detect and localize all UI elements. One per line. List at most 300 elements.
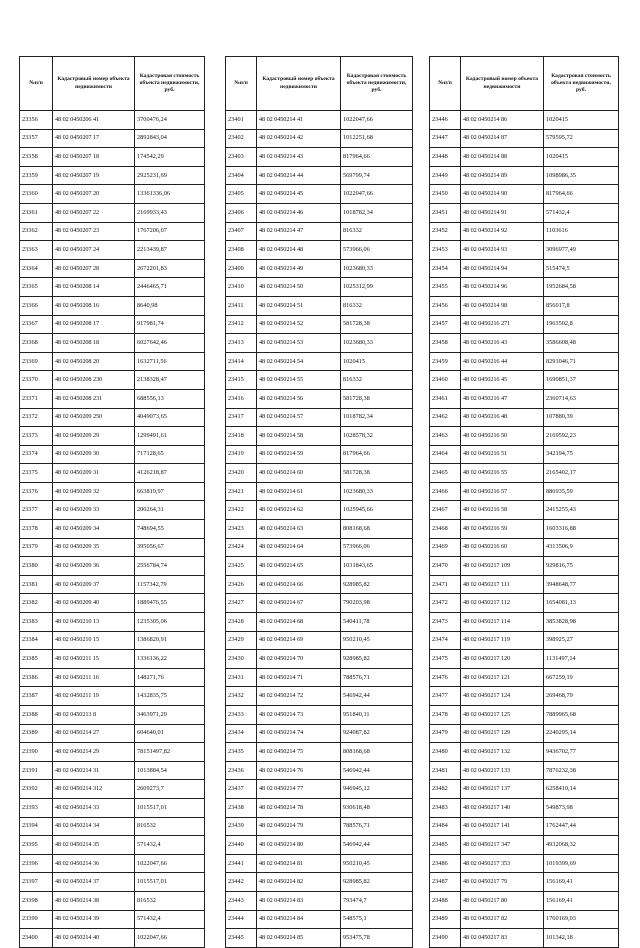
table-row bbox=[226, 129, 413, 148]
row-number: 23379 bbox=[20, 538, 53, 557]
cadastral-value: 1023680,33 bbox=[341, 259, 413, 278]
table-row bbox=[20, 650, 205, 669]
table-row bbox=[226, 817, 413, 836]
cadastral-value: 148271,76 bbox=[135, 668, 205, 687]
header-num: №п/п bbox=[226, 57, 257, 111]
row-number: 23371 bbox=[20, 389, 53, 408]
cadastral-number: 48 02 0450213 8 bbox=[53, 706, 135, 725]
row-number: 23478 bbox=[430, 706, 461, 725]
table-row bbox=[20, 166, 205, 185]
cadastral-value: 3853828,98 bbox=[544, 613, 619, 632]
cadastral-value: 3948648,77 bbox=[544, 575, 619, 594]
cadastral-value: 1019399,69 bbox=[544, 854, 619, 873]
table-row bbox=[226, 482, 413, 501]
cadastral-value: 1336136,22 bbox=[135, 650, 205, 669]
cadastral-number: 48 02 0450217 112 bbox=[461, 594, 544, 613]
cadastral-value: 817964,66 bbox=[341, 445, 413, 464]
table-row bbox=[430, 501, 619, 520]
cadastral-value: 8291046,71 bbox=[544, 352, 619, 371]
row-number: 23362 bbox=[20, 222, 53, 241]
table-header-row bbox=[430, 57, 619, 111]
row-number: 23435 bbox=[226, 743, 257, 762]
row-number: 23452 bbox=[430, 222, 461, 241]
row-number: 23363 bbox=[20, 241, 53, 260]
row-number: 23367 bbox=[20, 315, 53, 334]
cadastral-value: 7876232,38 bbox=[544, 761, 619, 780]
cadastral-number: 48 02 0450209 34 bbox=[53, 520, 135, 539]
cadastral-value: 2165402,17 bbox=[544, 464, 619, 483]
cadastral-value: 946945,12 bbox=[341, 780, 413, 799]
row-number: 23477 bbox=[430, 687, 461, 706]
cadastral-number: 48 02 0450214 94 bbox=[461, 259, 544, 278]
cadastral-number: 48 02 0450216 45 bbox=[461, 371, 544, 390]
cadastral-number: 48 02 0450214 46 bbox=[257, 203, 341, 222]
cadastral-number: 48 02 0450214 77 bbox=[257, 780, 341, 799]
cadastral-value: 816332 bbox=[341, 371, 413, 390]
table-row bbox=[20, 743, 205, 762]
table-row bbox=[20, 148, 205, 167]
cadastral-value: 3096977,49 bbox=[544, 241, 619, 260]
cadastral-value: 790203,98 bbox=[341, 594, 413, 613]
row-number: 23465 bbox=[430, 464, 461, 483]
cadastral-number: 48 02 0450214 91 bbox=[461, 203, 544, 222]
table-row bbox=[430, 668, 619, 687]
cadastral-number: 48 02 0450214 70 bbox=[257, 650, 341, 669]
row-number: 23392 bbox=[20, 780, 53, 799]
cadastral-value: 573966,06 bbox=[341, 538, 413, 557]
table-row bbox=[430, 631, 619, 650]
cadastral-number: 48 02 0450214 38 bbox=[53, 891, 135, 910]
cadastral-number: 48 02 0450214 83 bbox=[257, 891, 341, 910]
cadastral-table-3 bbox=[429, 56, 619, 948]
table-header-row bbox=[20, 57, 205, 111]
table-row bbox=[430, 166, 619, 185]
cadastral-number: 48 02 0450214 61 bbox=[257, 482, 341, 501]
row-number: 23414 bbox=[226, 352, 257, 371]
table-row bbox=[20, 836, 205, 855]
cadastral-value: 2138328,47 bbox=[135, 371, 205, 390]
cadastral-value: 2925231,69 bbox=[135, 166, 205, 185]
row-number: 23376 bbox=[20, 482, 53, 501]
cadastral-number: 48 02 0450214 68 bbox=[257, 613, 341, 632]
cadastral-value: 953475,78 bbox=[341, 929, 413, 948]
table-row bbox=[226, 464, 413, 483]
table-row bbox=[226, 371, 413, 390]
row-number: 23445 bbox=[226, 929, 257, 948]
table-row bbox=[226, 203, 413, 222]
row-number: 23490 bbox=[430, 929, 461, 948]
cadastral-value: 1018782,34 bbox=[341, 203, 413, 222]
table-row bbox=[20, 241, 205, 260]
table-row bbox=[430, 408, 619, 427]
cadastral-number: 48 02 0450214 39 bbox=[53, 910, 135, 929]
row-number: 23386 bbox=[20, 668, 53, 687]
row-number: 23449 bbox=[430, 166, 461, 185]
table-row bbox=[226, 780, 413, 799]
cadastral-value: 816332 bbox=[341, 296, 413, 315]
table-row bbox=[20, 520, 205, 539]
cadastral-number: 48 02 0450214 53 bbox=[257, 334, 341, 353]
table-row bbox=[430, 334, 619, 353]
table-row bbox=[226, 668, 413, 687]
row-number: 23468 bbox=[430, 520, 461, 539]
row-number: 23437 bbox=[226, 780, 257, 799]
cadastral-number: 48 02 0450217 353 bbox=[461, 854, 544, 873]
cadastral-number: 48 02 0450214 90 bbox=[461, 185, 544, 204]
row-number: 23454 bbox=[430, 259, 461, 278]
row-number: 23483 bbox=[430, 798, 461, 817]
row-number: 23442 bbox=[226, 873, 257, 892]
header-cadastral-number: Кадастровый номер объекта недвижимости bbox=[461, 57, 544, 111]
cadastral-value: 856017,8 bbox=[544, 296, 619, 315]
cadastral-value: 1022047,66 bbox=[135, 854, 205, 873]
table-row bbox=[20, 371, 205, 390]
cadastral-value: 571432,4 bbox=[135, 836, 205, 855]
table-row bbox=[430, 520, 619, 539]
cadastral-number: 48 02 0450217 124 bbox=[461, 687, 544, 706]
table-row bbox=[20, 706, 205, 725]
cadastral-value: 1235305,06 bbox=[135, 613, 205, 632]
table-row bbox=[226, 278, 413, 297]
cadastral-number: 48 02 0450217 140 bbox=[461, 798, 544, 817]
cadastral-number: 48 02 0450211 15 bbox=[53, 650, 135, 669]
row-number: 23404 bbox=[226, 166, 257, 185]
table-row bbox=[430, 203, 619, 222]
table-row bbox=[20, 129, 205, 148]
cadastral-number: 48 02 0450214 75 bbox=[257, 743, 341, 762]
cadastral-value: 1762447,44 bbox=[544, 817, 619, 836]
cadastral-value: 1654081,13 bbox=[544, 594, 619, 613]
row-number: 23422 bbox=[226, 501, 257, 520]
table-row bbox=[20, 594, 205, 613]
cadastral-number: 48 02 0450214 34 bbox=[53, 817, 135, 836]
header-num: №п/п bbox=[430, 57, 461, 111]
cadastral-number: 48 02 0450214 37 bbox=[53, 873, 135, 892]
row-number: 23479 bbox=[430, 724, 461, 743]
cadastral-number: 48 02 0450214 89 bbox=[461, 166, 544, 185]
cadastral-value: 546942,44 bbox=[341, 761, 413, 780]
cadastral-number: 48 02 0450214 36 bbox=[53, 854, 135, 873]
cadastral-number: 48 02 0450214 40 bbox=[53, 929, 135, 948]
row-number: 23461 bbox=[430, 389, 461, 408]
cadastral-number: 48 02 0450214 60 bbox=[257, 464, 341, 483]
cadastral-value: 1023680,33 bbox=[341, 482, 413, 501]
row-number: 23390 bbox=[20, 743, 53, 762]
table-row bbox=[430, 854, 619, 873]
table-row bbox=[430, 650, 619, 669]
cadastral-value: 540411,78 bbox=[341, 613, 413, 632]
row-number: 23407 bbox=[226, 222, 257, 241]
cadastral-value: 1632711,56 bbox=[135, 352, 205, 371]
cadastral-number: 48 02 0450217 119 bbox=[461, 631, 544, 650]
row-number: 23443 bbox=[226, 891, 257, 910]
table-row bbox=[430, 557, 619, 576]
cadastral-value: 2240295,14 bbox=[544, 724, 619, 743]
row-number: 23359 bbox=[20, 166, 53, 185]
cadastral-number: 48 02 0450214 41 bbox=[257, 111, 341, 130]
cadastral-value: 1432835,75 bbox=[135, 687, 205, 706]
cadastral-number: 48 02 0450214 86 bbox=[461, 111, 544, 130]
row-number: 23398 bbox=[20, 891, 53, 910]
row-number: 23434 bbox=[226, 724, 257, 743]
table-row bbox=[430, 873, 619, 892]
cadastral-number: 48 02 0450214 65 bbox=[257, 557, 341, 576]
row-number: 23472 bbox=[430, 594, 461, 613]
cadastral-number: 48 02 0450208 20 bbox=[53, 352, 135, 371]
table-row bbox=[226, 111, 413, 130]
cadastral-value: 1690851,37 bbox=[544, 371, 619, 390]
cadastral-value: 3586608,48 bbox=[544, 334, 619, 353]
row-number: 23421 bbox=[226, 482, 257, 501]
cadastral-number: 48 02 0450214 52 bbox=[257, 315, 341, 334]
cadastral-value: 1018782,34 bbox=[341, 408, 413, 427]
cadastral-value: 156169,41 bbox=[544, 873, 619, 892]
row-number: 23401 bbox=[226, 111, 257, 130]
cadastral-value: 1022047,66 bbox=[341, 111, 413, 130]
cadastral-value: 1386820,91 bbox=[135, 631, 205, 650]
table-row bbox=[430, 445, 619, 464]
cadastral-value: 1952684,58 bbox=[544, 278, 619, 297]
cadastral-number: 48 02 0450207 17 bbox=[53, 129, 135, 148]
row-number: 23424 bbox=[226, 538, 257, 557]
row-number: 23400 bbox=[20, 929, 53, 948]
cadastral-value: 1031843,65 bbox=[341, 557, 413, 576]
table-row bbox=[20, 352, 205, 371]
table-row bbox=[20, 631, 205, 650]
cadastral-value: 2609273,7 bbox=[135, 780, 205, 799]
cadastral-number: 48 02 0450217 82 bbox=[461, 910, 544, 929]
table-row bbox=[430, 111, 619, 130]
table-row bbox=[226, 650, 413, 669]
cadastral-value: 1103616 bbox=[544, 222, 619, 241]
row-number: 23364 bbox=[20, 259, 53, 278]
cadastral-number: 48 02 0450216 58 bbox=[461, 501, 544, 520]
table-row bbox=[20, 687, 205, 706]
table-row bbox=[226, 315, 413, 334]
cadastral-number: 48 02 0450216 60 bbox=[461, 538, 544, 557]
row-number: 23440 bbox=[226, 836, 257, 855]
cadastral-value: 717128,65 bbox=[135, 445, 205, 464]
table-row bbox=[20, 389, 205, 408]
cadastral-value: 3463971,29 bbox=[135, 706, 205, 725]
table-row bbox=[430, 929, 619, 948]
cadastral-number: 48 02 0450214 51 bbox=[257, 296, 341, 315]
row-number: 23462 bbox=[430, 408, 461, 427]
cadastral-value: 1012251,68 bbox=[341, 129, 413, 148]
row-number: 23429 bbox=[226, 631, 257, 650]
row-number: 23425 bbox=[226, 557, 257, 576]
table-row bbox=[430, 575, 619, 594]
cadastral-number: 48 02 0450214 66 bbox=[257, 575, 341, 594]
cadastral-value: 816332 bbox=[341, 222, 413, 241]
cadastral-number: 48 02 0450217 125 bbox=[461, 706, 544, 725]
cadastral-number: 48 02 0450214 42 bbox=[257, 129, 341, 148]
row-number: 23394 bbox=[20, 817, 53, 836]
table-row bbox=[226, 185, 413, 204]
row-number: 23486 bbox=[430, 854, 461, 873]
cadastral-value: 688556,13 bbox=[135, 389, 205, 408]
cadastral-value: 571432,4 bbox=[544, 203, 619, 222]
table-row bbox=[20, 185, 205, 204]
row-number: 23368 bbox=[20, 334, 53, 353]
row-number: 23419 bbox=[226, 445, 257, 464]
cadastral-value: 13361336,06 bbox=[135, 185, 205, 204]
cadastral-number: 48 02 0450214 98 bbox=[461, 296, 544, 315]
row-number: 23489 bbox=[430, 910, 461, 929]
row-number: 23389 bbox=[20, 724, 53, 743]
table-row bbox=[20, 408, 205, 427]
cadastral-value: 886935,59 bbox=[544, 482, 619, 501]
table-row bbox=[226, 222, 413, 241]
table-row bbox=[430, 352, 619, 371]
cadastral-number: 48 02 0450217 121 bbox=[461, 668, 544, 687]
table-row bbox=[20, 854, 205, 873]
cadastral-value: 571432,4 bbox=[135, 910, 205, 929]
cadastral-number: 48 02 0450214 50 bbox=[257, 278, 341, 297]
row-number: 23397 bbox=[20, 873, 53, 892]
header-cadastral-number: Кадастровый номер объекта недвижимости bbox=[257, 57, 341, 111]
row-number: 23357 bbox=[20, 129, 53, 148]
row-number: 23469 bbox=[430, 538, 461, 557]
cadastral-number: 48 02 0450216 57 bbox=[461, 482, 544, 501]
cadastral-number: 48 02 0450217 79 bbox=[461, 873, 544, 892]
cadastral-number: 48 02 0450214 69 bbox=[257, 631, 341, 650]
table-row bbox=[430, 817, 619, 836]
cadastral-value: 1022047,66 bbox=[135, 929, 205, 948]
cadastral-value: 1020415 bbox=[544, 148, 619, 167]
cadastral-number: 48 02 0450217 137 bbox=[461, 780, 544, 799]
cadastral-number: 48 02 0450216 44 bbox=[461, 352, 544, 371]
table-row bbox=[226, 687, 413, 706]
cadastral-value: 951840,11 bbox=[341, 706, 413, 725]
table-row bbox=[430, 464, 619, 483]
cadastral-number: 48 02 0450214 76 bbox=[257, 761, 341, 780]
cadastral-number: 48 02 0450214 71 bbox=[257, 668, 341, 687]
table-row bbox=[20, 557, 205, 576]
cadastral-value: 156169,41 bbox=[544, 891, 619, 910]
cadastral-value: 581728,38 bbox=[341, 464, 413, 483]
cadastral-number: 48 02 0450209 33 bbox=[53, 501, 135, 520]
row-number: 23356 bbox=[20, 111, 53, 130]
cadastral-number: 48 02 0450207 24 bbox=[53, 241, 135, 260]
table-row bbox=[20, 873, 205, 892]
cadastral-value: 573966,06 bbox=[341, 241, 413, 260]
row-number: 23481 bbox=[430, 761, 461, 780]
cadastral-value: 548575,1 bbox=[341, 910, 413, 929]
cadastral-number: 48 02 0450214 63 bbox=[257, 520, 341, 539]
row-number: 23474 bbox=[430, 631, 461, 650]
table-row bbox=[20, 761, 205, 780]
header-cadastral-number: Кадастровый номер объекта недвижимости bbox=[53, 57, 135, 111]
row-number: 23444 bbox=[226, 910, 257, 929]
row-number: 23428 bbox=[226, 613, 257, 632]
table-row bbox=[20, 111, 205, 130]
cadastral-value: 788576,71 bbox=[341, 668, 413, 687]
row-number: 23470 bbox=[430, 557, 461, 576]
cadastral-value: 930618,48 bbox=[341, 798, 413, 817]
cadastral-number: 48 02 0450216 47 bbox=[461, 389, 544, 408]
cadastral-value: 816532 bbox=[135, 817, 205, 836]
cadastral-value: 2892843,04 bbox=[135, 129, 205, 148]
cadastral-number: 48 02 0450206 41 bbox=[53, 111, 135, 130]
table-row bbox=[226, 743, 413, 762]
cadastral-value: 101342,18 bbox=[544, 929, 619, 948]
row-number: 23402 bbox=[226, 129, 257, 148]
table-row bbox=[430, 482, 619, 501]
row-number: 23450 bbox=[430, 185, 461, 204]
cadastral-value: 579595,72 bbox=[544, 129, 619, 148]
cadastral-number: 48 02 0450214 88 bbox=[461, 148, 544, 167]
cadastral-number: 48 02 0450208 14 bbox=[53, 278, 135, 297]
table-row bbox=[20, 780, 205, 799]
table-row bbox=[20, 315, 205, 334]
cadastral-number: 48 02 0450214 79 bbox=[257, 817, 341, 836]
table-row bbox=[226, 929, 413, 948]
table-row bbox=[20, 482, 205, 501]
table-row bbox=[226, 594, 413, 613]
row-number: 23473 bbox=[430, 613, 461, 632]
row-number: 23375 bbox=[20, 464, 53, 483]
cadastral-value: 1022047,66 bbox=[341, 185, 413, 204]
cadastral-value: 1131497,14 bbox=[544, 650, 619, 669]
table-row bbox=[226, 631, 413, 650]
row-number: 23377 bbox=[20, 501, 53, 520]
cadastral-value: 9436702,77 bbox=[544, 743, 619, 762]
table-row bbox=[20, 445, 205, 464]
row-number: 23453 bbox=[430, 241, 461, 260]
table-row bbox=[430, 761, 619, 780]
cadastral-number: 48 02 0450214 92 bbox=[461, 222, 544, 241]
table-row bbox=[430, 296, 619, 315]
cadastral-value: 808168,68 bbox=[341, 743, 413, 762]
row-number: 23417 bbox=[226, 408, 257, 427]
row-number: 23420 bbox=[226, 464, 257, 483]
table-row bbox=[226, 408, 413, 427]
cadastral-value: 200264,31 bbox=[135, 501, 205, 520]
cadastral-number: 48 02 0450216 55 bbox=[461, 464, 544, 483]
cadastral-number: 48 02 0450209 29 bbox=[53, 427, 135, 446]
cadastral-value: 1767206,07 bbox=[135, 222, 205, 241]
cadastral-value: 924087,82 bbox=[341, 724, 413, 743]
cadastral-number: 48 02 0450217 347 bbox=[461, 836, 544, 855]
table-row bbox=[430, 259, 619, 278]
cadastral-value: 817964,66 bbox=[544, 185, 619, 204]
table-row bbox=[430, 743, 619, 762]
cadastral-value: 1098986,35 bbox=[544, 166, 619, 185]
row-number: 23409 bbox=[226, 259, 257, 278]
row-number: 23413 bbox=[226, 334, 257, 353]
table-row bbox=[20, 929, 205, 948]
table-row bbox=[226, 538, 413, 557]
table-row bbox=[430, 148, 619, 167]
row-number: 23448 bbox=[430, 148, 461, 167]
cadastral-number: 48 02 0450216 59 bbox=[461, 520, 544, 539]
cadastral-number: 48 02 0450214 55 bbox=[257, 371, 341, 390]
cadastral-number: 48 02 0450211 19 bbox=[53, 687, 135, 706]
table-row bbox=[226, 706, 413, 725]
table-row bbox=[226, 427, 413, 446]
row-number: 23463 bbox=[430, 427, 461, 446]
cadastral-value: 569799,74 bbox=[341, 166, 413, 185]
cadastral-value: 1299491,61 bbox=[135, 427, 205, 446]
cadastral-value: 398925,27 bbox=[544, 631, 619, 650]
row-number: 23485 bbox=[430, 836, 461, 855]
cadastral-number: 48 02 0450216 48 bbox=[461, 408, 544, 427]
row-number: 23484 bbox=[430, 817, 461, 836]
cadastral-number: 48 02 0450208 16 bbox=[53, 296, 135, 315]
cadastral-number: 48 02 0450214 47 bbox=[257, 222, 341, 241]
cadastral-value: 107880,39 bbox=[544, 408, 619, 427]
